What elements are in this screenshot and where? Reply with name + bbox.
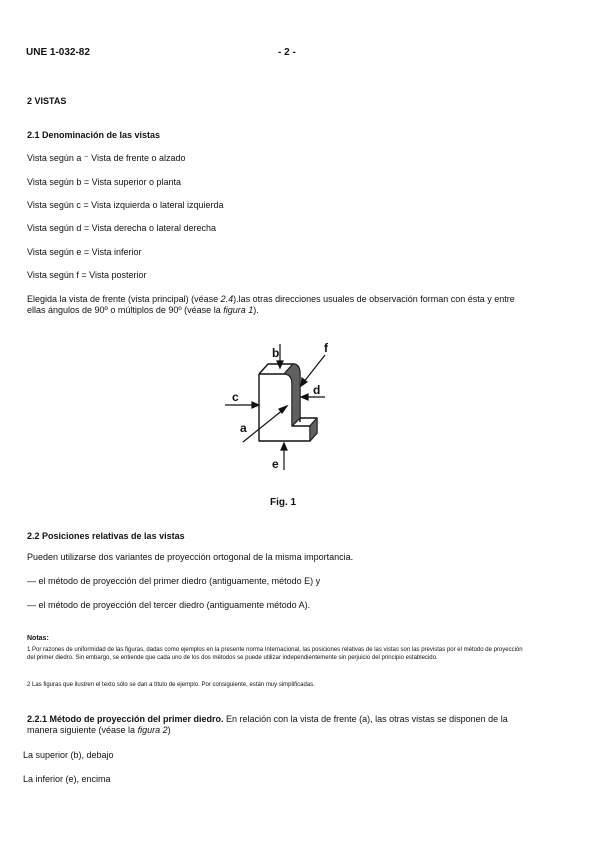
para-ref: 2.4	[220, 294, 234, 304]
section-2-2-1-text: En relación con la vista de frente (a), las otras vistas se disponen de la manera siguiente (véase la	[27, 714, 508, 735]
view-d-definition: Vista según d = Vista derecha o lateral derecha	[27, 223, 217, 233]
label-b: b	[272, 346, 280, 360]
document-code: UNE 1-032-82	[26, 47, 90, 58]
para-text-1: Elegida la vista de frente (vista principal) (véase	[27, 294, 221, 304]
view-f-definition: Vista según f = Vista posterior	[27, 270, 147, 280]
page-number: - 2 -	[278, 47, 296, 58]
label-c: c	[232, 390, 239, 404]
section-2-2-1-fig-ref: figura 2	[137, 725, 168, 735]
arrow-d-head	[301, 394, 308, 400]
label-d: d	[313, 383, 321, 397]
arrow-a-shaft	[243, 409, 284, 442]
view-directions-paragraph	[27, 294, 527, 316]
section-2-2-1-title: 2.2.1 Método de proyección del primer diedro.	[27, 714, 224, 724]
section-2-1-title: 2.1 Denominación de las vistas	[27, 130, 161, 140]
block-front-top	[259, 374, 292, 384]
first-angle-item: — el método de proyección del primer diedro (antiguamente, método E) y	[27, 576, 321, 586]
notes-heading: Notas:	[27, 635, 49, 642]
section-2-2-1-paragraph	[27, 714, 532, 736]
figure-1-caption: Fig. 1	[270, 497, 297, 508]
third-angle-item: — el método de proyección del tercer diedro (antiguamente método A).	[27, 600, 311, 610]
lower-view-position: La inferior (e), encima	[23, 774, 111, 784]
view-a-definition: Vista según a ⁻ Vista de frente o alzado	[27, 153, 186, 163]
section-2-2-intro: Pueden utilizarse dos variantes de proyección ortogonal de la misma importancia.	[27, 552, 354, 562]
para-fig-ref: figura 1	[223, 305, 254, 315]
arrow-f-shaft	[303, 355, 325, 383]
block-side-shade	[284, 364, 300, 426]
label-f: f	[324, 341, 328, 355]
para-text-2: ).las otras direcciones usuales de observación forman con ésta y entre ellas ángulos de 90º o múltiplos de 90º (véase la	[27, 294, 515, 315]
para-text-3: ).	[253, 305, 259, 315]
view-b-definition: Vista según b = Vista superior o planta	[27, 177, 182, 187]
upper-view-position: La superior (b), debajo	[23, 750, 114, 760]
section-2-2-title: 2.2 Posiciones relativas de las vistas	[27, 531, 185, 541]
section-2-title: 2 VISTAS	[27, 96, 67, 106]
figure-1-diagram	[200, 330, 380, 480]
view-c-definition: Vista según c = Vista izquierda o lateral izquierda	[27, 200, 224, 210]
arrow-b-head	[277, 361, 283, 368]
arrow-e-head	[281, 443, 287, 450]
view-e-definition: Vista según e = Vista inferior	[27, 247, 142, 257]
section-2-2-1-suffix: )	[167, 725, 171, 735]
note-1: 1 Por razones de uniformidad de las figuras, dadas como ejemplos en la presente norma Internacional, las posiciones relativas de las vistas son las previstas por el método de proyección del primer diedro. Sin embargo, se entiende que cada uno de los dos métodos se puede utilizar independientemente sin perjuicio del principio establecido.	[27, 647, 523, 661]
label-a: a	[240, 421, 247, 435]
note-2: 2 Las figuras que ilustren el texto sólo se dan a título de ejemplo. Por consiguiente, están muy simplificadas.	[27, 682, 315, 688]
label-e: e	[272, 457, 279, 471]
arrow-c-head	[252, 402, 259, 408]
